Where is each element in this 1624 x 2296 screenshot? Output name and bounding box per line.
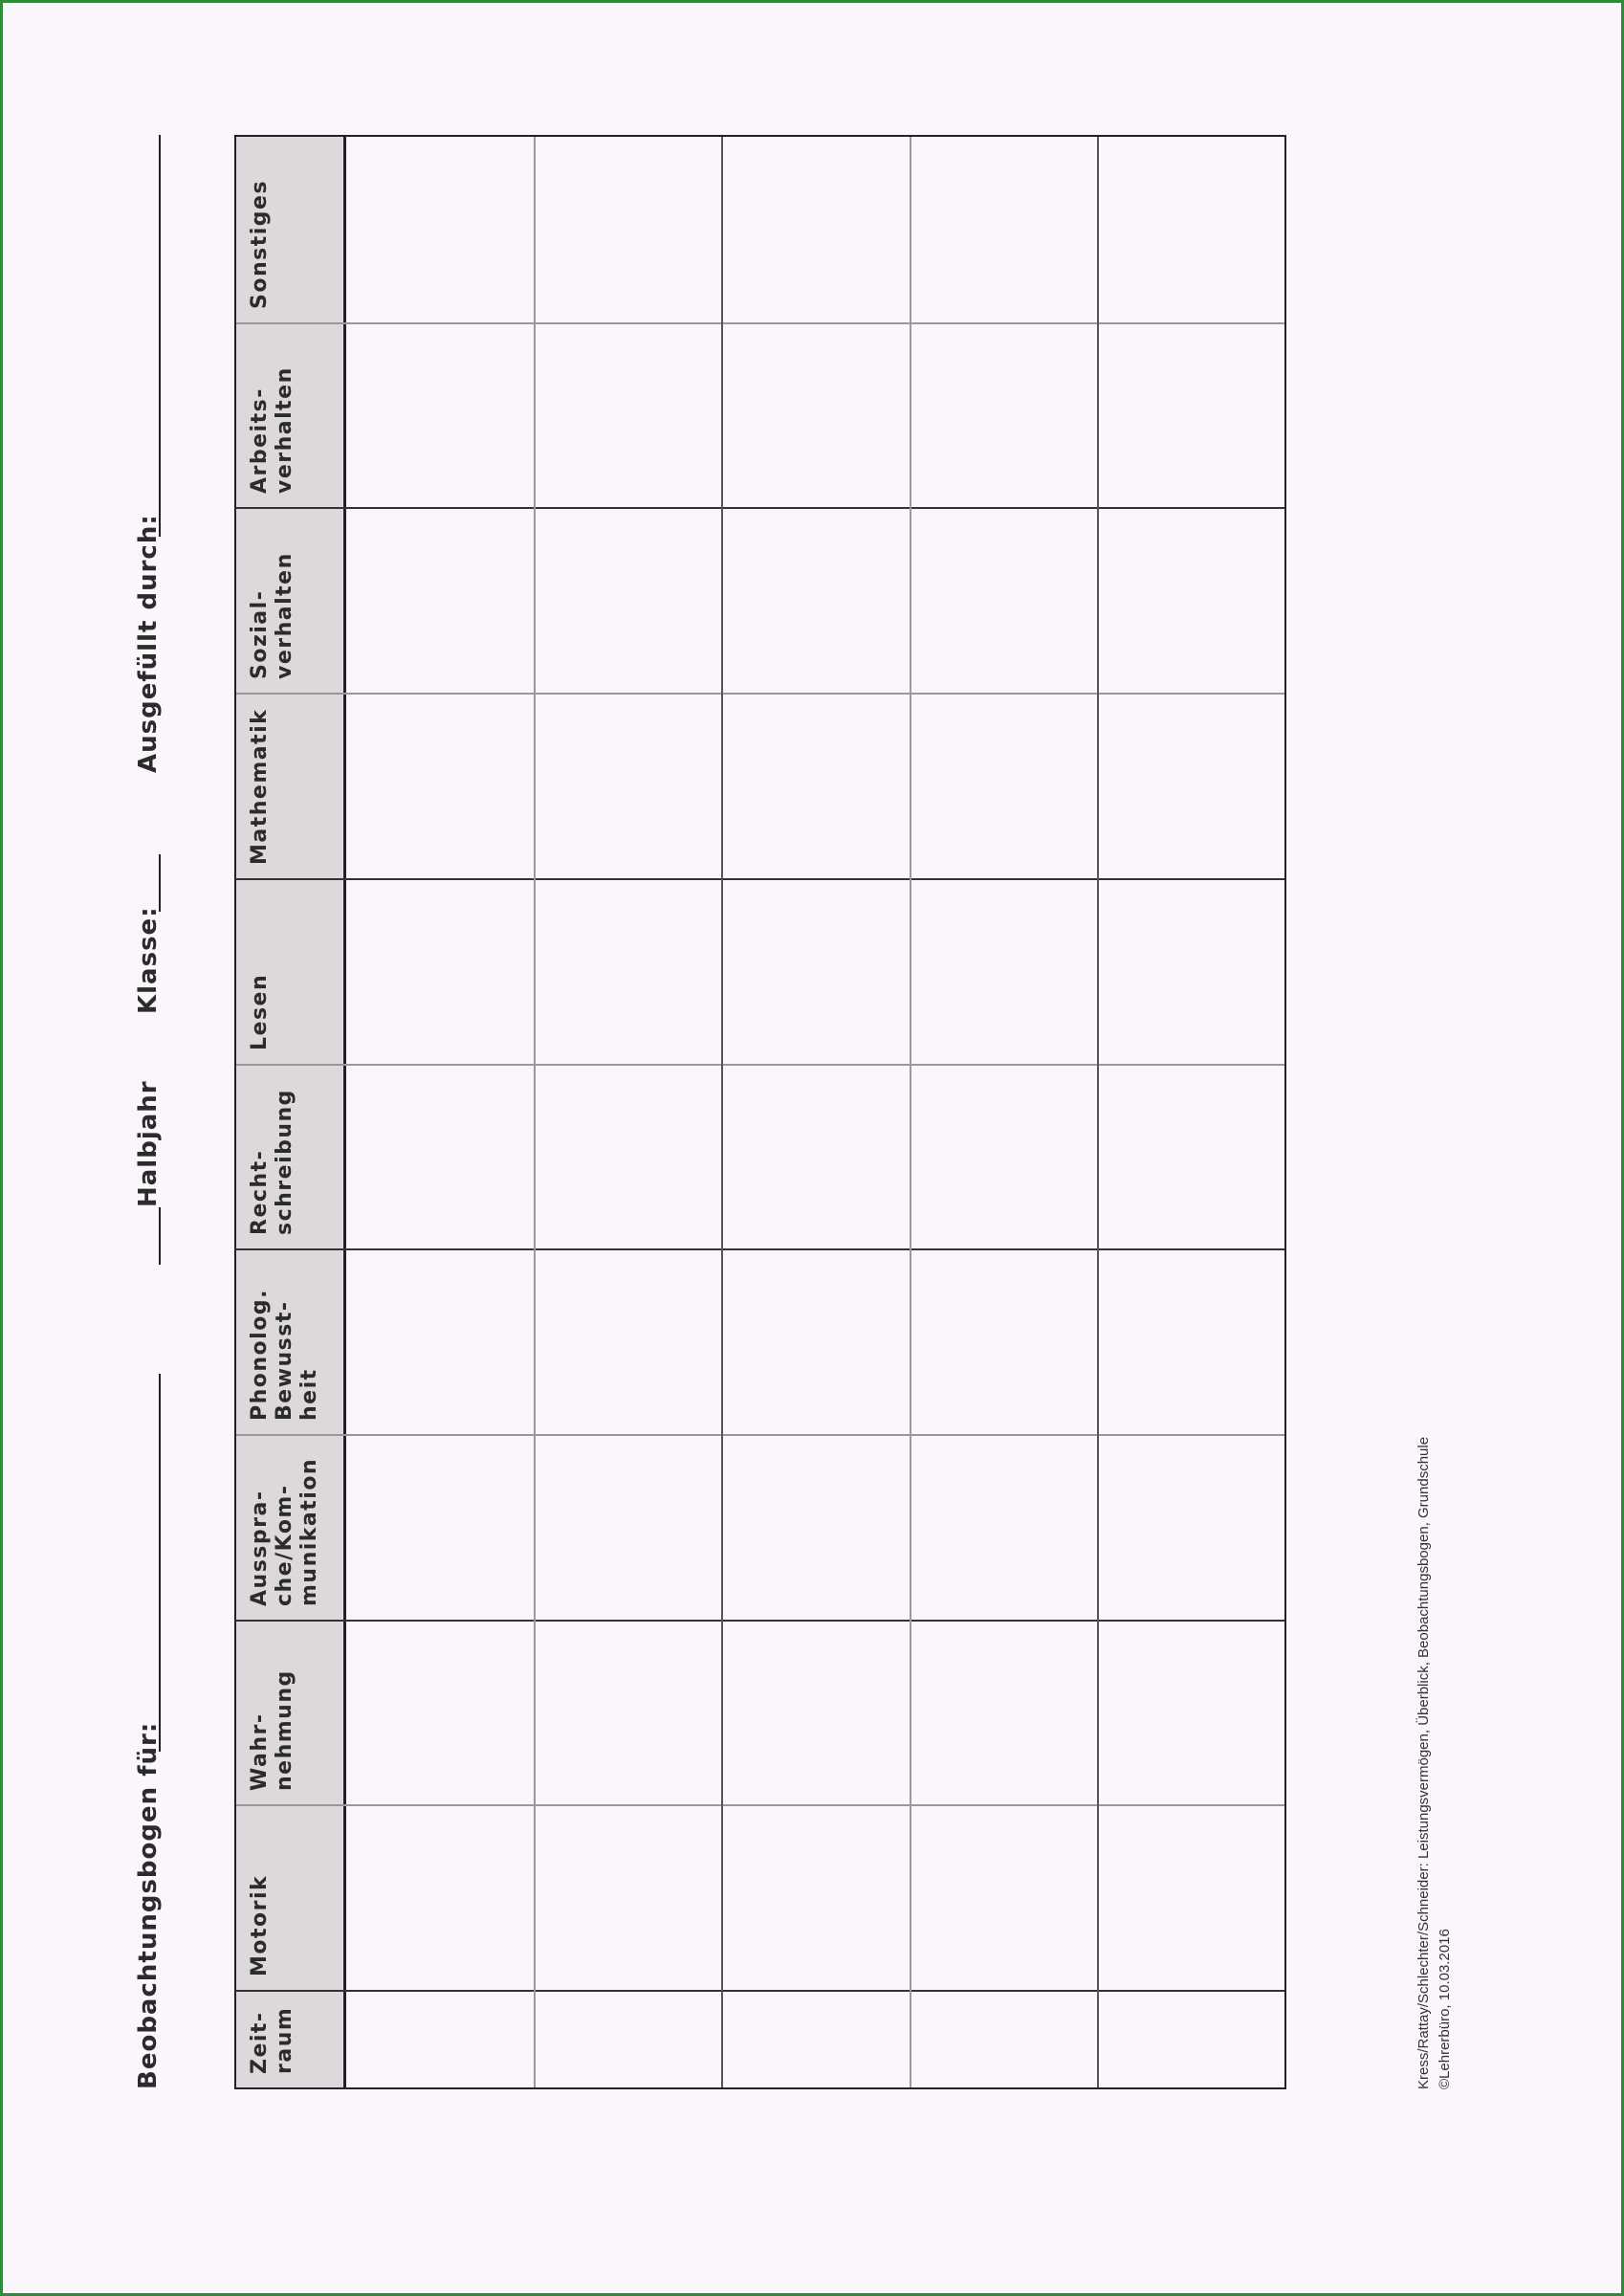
row-divider — [236, 322, 1284, 324]
halbjahr-line — [159, 1207, 161, 1265]
column-header: Recht- schreibung — [248, 1089, 296, 1236]
for-line — [159, 1374, 161, 1752]
ausgefuellt-label-group — [134, 514, 163, 773]
column-header: Motorik — [248, 1874, 272, 1976]
klasse-label-group — [134, 906, 163, 1014]
ausgefuellt-line — [159, 135, 161, 537]
row-divider — [236, 507, 1284, 509]
column-header: Sonstiges — [248, 179, 272, 309]
row-divider — [236, 1990, 1284, 1992]
observation-table — [234, 135, 1286, 2089]
for-label: Beobachtungsbogen für: — [134, 1721, 163, 2089]
klasse-line — [159, 854, 161, 912]
row-divider — [236, 1434, 1284, 1436]
entry-column-divider — [534, 137, 536, 2087]
for-label-group — [134, 1722, 163, 2089]
column-header: Mathematik — [248, 708, 272, 865]
column-header: Phonolog. Bewusst- heit — [248, 1288, 321, 1421]
column-header: Ausspra- che/Kom- munikation — [248, 1457, 321, 1606]
credit-text: Kress/Rattay/Schlechter/Schneider: Leistungsvermögen, Überblick, Beobachtungsbogen, Grundschule ©Lehrerbüro, 10.03.2016 — [1416, 1436, 1453, 2089]
row-divider — [236, 1620, 1284, 1622]
row-divider — [236, 1064, 1284, 1066]
column-header: Sozial- verhalten — [248, 552, 296, 680]
column-header: Zeit- raum — [248, 2006, 296, 2074]
klasse-label: Klasse: — [134, 906, 163, 1014]
halbjahr-label: Halbjahr — [134, 1080, 163, 1207]
entry-column-divider — [1097, 137, 1099, 2087]
ausgefuellt-label: Ausgefüllt durch: — [134, 514, 163, 773]
halbjahr-label-group — [134, 1080, 163, 1207]
column-header: Wahr- nehmung — [248, 1669, 296, 1792]
entry-column-divider — [721, 137, 723, 2087]
row-divider — [236, 1248, 1284, 1250]
entry-column-divider — [910, 137, 911, 2087]
column-header: Arbeits- verhalten — [248, 366, 296, 495]
column-header: Lesen — [248, 973, 272, 1050]
row-divider — [236, 878, 1284, 880]
row-divider — [236, 693, 1284, 695]
row-divider — [236, 1804, 1284, 1806]
